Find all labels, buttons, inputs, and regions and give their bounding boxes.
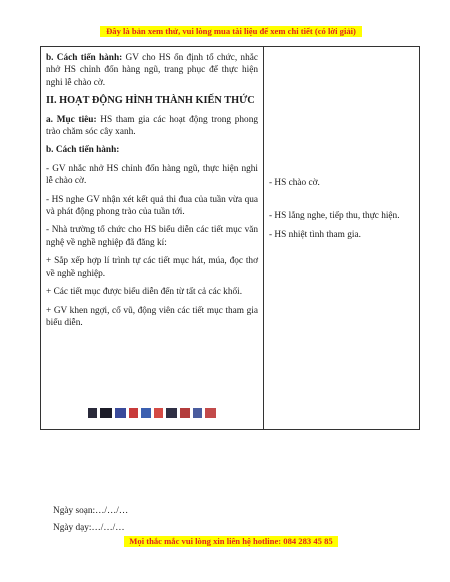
hotline-banner: Mọi thắc mắc vui lòng xin liên hệ hotline: 084 283 45 85 bbox=[124, 536, 338, 547]
thumbnail-image bbox=[166, 408, 177, 418]
student-response: - HS chào cờ. bbox=[269, 178, 320, 188]
thumbnail-image bbox=[154, 408, 163, 418]
procedure-paragraph: b. Cách tiến hành: GV cho HS ổn định tổ chức, nhắc nhở HS chỉnh đốn hàng ngũ, trang phục để thực hiện nghi lễ chào cờ. bbox=[46, 53, 258, 88]
step-paragraph: + Các tiết mục được biểu diễn đến từ tất cả các khối. bbox=[46, 287, 243, 298]
procedure-heading: b. Cách tiến hành: bbox=[46, 145, 120, 156]
thumbnail-image bbox=[205, 408, 216, 418]
date-prepared: Ngày soạn:…/…/… bbox=[53, 506, 129, 516]
student-response: - HS nhiệt tình tham gia. bbox=[269, 230, 361, 240]
preview-notice-banner: Đây là bản xem thử, vui lòng mua tài liệu để xem chi tiết (có lời giải) bbox=[100, 26, 362, 37]
decorative-image-strip bbox=[88, 404, 216, 418]
student-response: - HS lắng nghe, tiếp thu, thực hiện. bbox=[269, 211, 400, 221]
step-paragraph: - HS nghe GV nhận xét kết quả thi đua của tuần vừa qua và phát động phong trào của tuần tới. bbox=[46, 194, 258, 218]
step-paragraph: + Sắp xếp hợp lí trình tự các tiết mục hát, múa, đọc thơ về nghề nghiệp. bbox=[46, 256, 258, 279]
section-heading: II. HOẠT ĐỘNG HÌNH THÀNH KIẾN THỨC bbox=[46, 95, 255, 107]
teacher-activity-cell bbox=[41, 47, 264, 430]
thumbnail-image bbox=[129, 408, 138, 418]
thumbnail-image bbox=[141, 408, 152, 418]
step-paragraph: - Nhà trường tổ chức cho HS biểu diễn các tiết mục văn nghệ về nghề nghiệp đã đăng kí: bbox=[46, 225, 258, 248]
thumbnail-image bbox=[88, 408, 97, 418]
thumbnail-image bbox=[193, 408, 202, 418]
thumbnail-image bbox=[180, 408, 191, 418]
objective-paragraph: a. Mục tiêu: HS tham gia các hoạt động trong phong trào chăm sóc cây xanh. bbox=[46, 114, 258, 138]
thumbnail-image bbox=[100, 408, 112, 418]
date-taught: Ngày dạy:…/…/… bbox=[53, 523, 125, 533]
lesson-table bbox=[40, 46, 420, 430]
step-paragraph: + GV khen ngợi, cổ vũ, động viên các tiết mục tham gia biểu diễn. bbox=[46, 305, 258, 328]
step-paragraph: - GV nhắc nhở HS chỉnh đốn hàng ngũ, thực hiện nghi lễ chào cờ. bbox=[46, 163, 258, 187]
student-activity-cell bbox=[264, 47, 420, 430]
thumbnail-image bbox=[115, 408, 126, 418]
